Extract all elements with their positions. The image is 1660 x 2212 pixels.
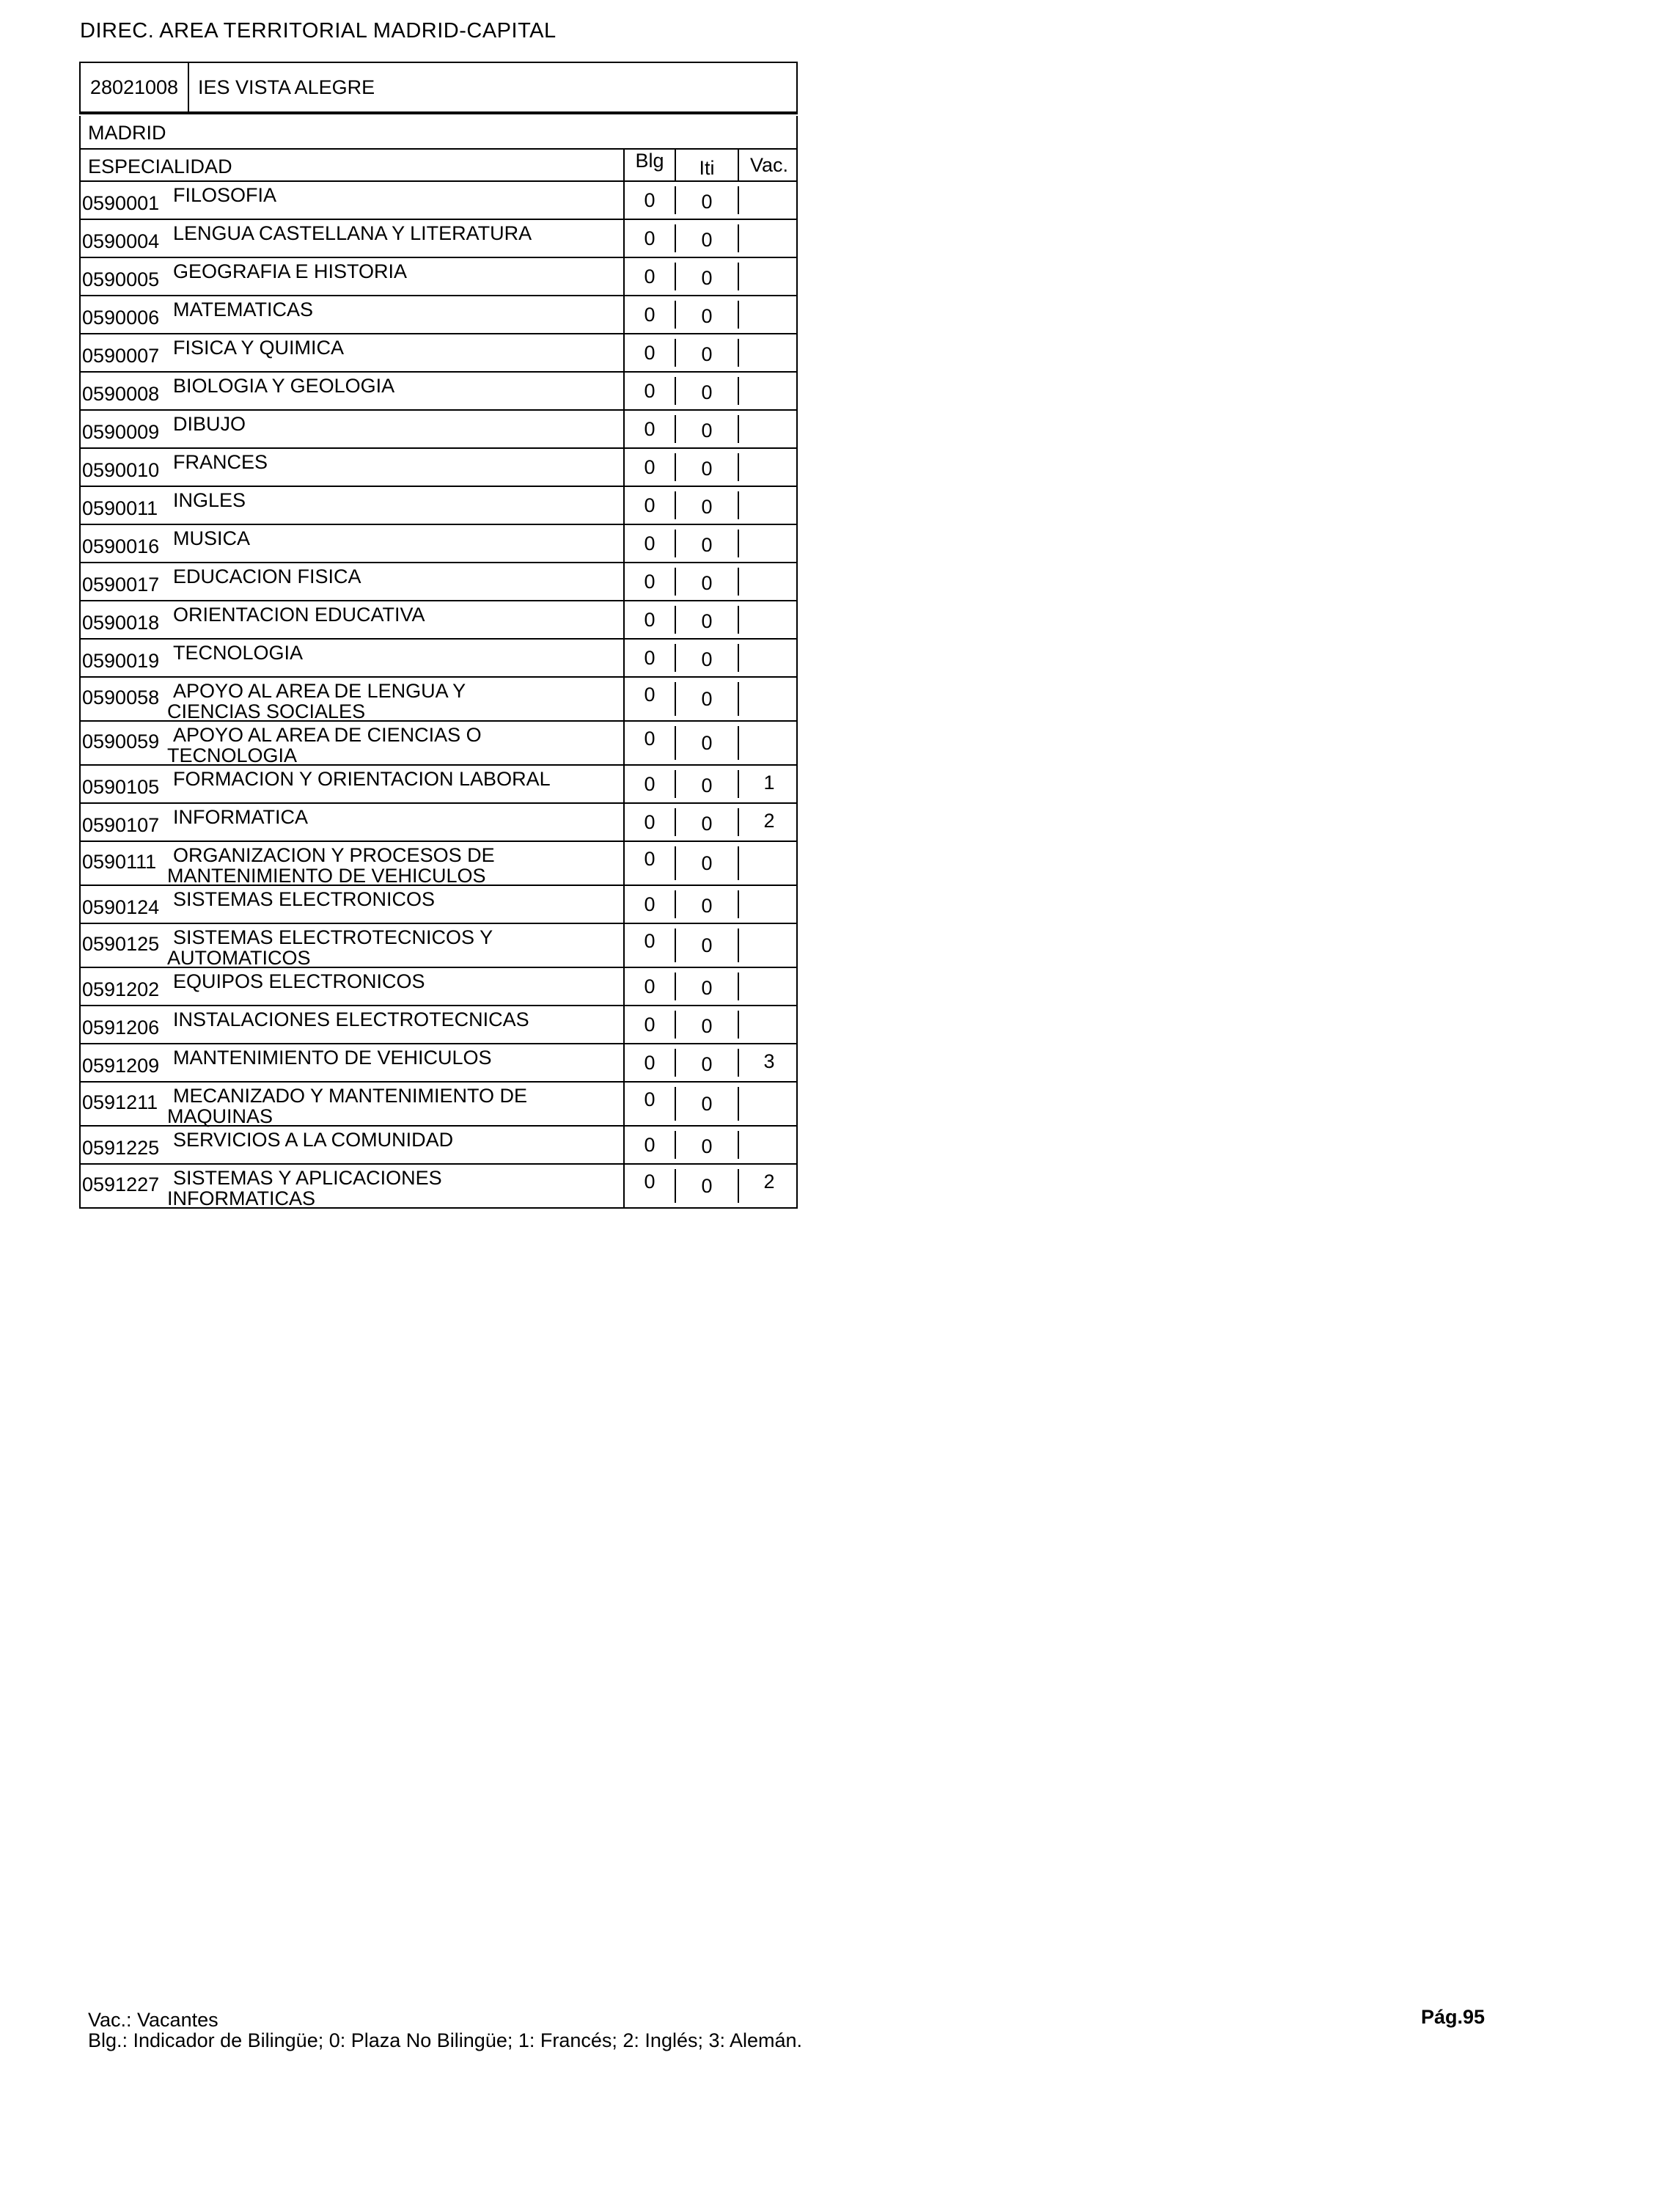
row-specialty — [167, 844, 495, 887]
row-vac — [738, 644, 799, 672]
table-row — [79, 640, 798, 678]
table-row — [79, 182, 798, 220]
header-vac: Vac. — [738, 150, 799, 180]
row-specialty-line: INSTALACIONES ELECTROTECNICAS — [173, 1008, 529, 1030]
row-specialty-line: MUSICA — [173, 527, 251, 549]
row-code: 0590005 — [82, 268, 160, 290]
table-row — [79, 924, 798, 968]
row-specialty-line: MECANIZADO Y MANTENIMIENTO DE — [173, 1085, 528, 1107]
table-row — [79, 449, 798, 487]
table-row — [79, 678, 798, 722]
row-blg: 0 — [623, 449, 675, 486]
table-row — [79, 968, 798, 1006]
row-iti: 0 — [675, 726, 738, 760]
row-blg: 0 — [623, 296, 675, 333]
row-iti: 0 — [675, 186, 738, 214]
row-code: 0590004 — [82, 230, 160, 252]
row-iti: 0 — [675, 808, 738, 836]
row-specialty — [167, 926, 493, 969]
row-specialty — [173, 642, 303, 663]
row-specialty — [173, 769, 551, 789]
row-specialty-line: ORGANIZACION Y PROCESOS DE — [173, 844, 495, 866]
row-specialty — [173, 414, 246, 434]
vacancies-table — [79, 62, 798, 1209]
row-code: 0590017 — [82, 574, 160, 596]
row-blg: 0 — [623, 220, 675, 257]
table-row — [79, 411, 798, 449]
row-iti: 0 — [675, 530, 738, 557]
row-code: 0590011 — [82, 497, 158, 519]
row-specialty-line: ORIENTACION EDUCATIVA — [173, 604, 425, 626]
row-vac: 3 — [738, 1049, 799, 1077]
row-blg: 0 — [623, 842, 675, 885]
city-row — [79, 116, 798, 148]
row-vac — [738, 973, 799, 1000]
row-blg: 0 — [623, 968, 675, 1005]
row-specialty-line: SERVICIOS A LA COMUNIDAD — [173, 1129, 454, 1151]
row-iti: 0 — [675, 377, 738, 405]
row-specialty — [167, 1085, 528, 1127]
table-row — [79, 487, 798, 525]
row-code: 0590107 — [82, 814, 160, 836]
table-row — [79, 334, 798, 373]
row-blg: 0 — [623, 411, 675, 447]
row-code: 0591206 — [82, 1017, 160, 1039]
row-vac — [738, 224, 799, 252]
row-code: 0590010 — [82, 459, 160, 481]
row-blg: 0 — [623, 766, 675, 802]
table-row — [79, 804, 798, 842]
row-specialty — [173, 604, 425, 625]
row-specialty-line: MANTENIMIENTO DE VEHICULOS — [173, 1047, 492, 1069]
row-blg: 0 — [623, 1006, 675, 1043]
row-vac — [738, 491, 799, 519]
row-vac — [738, 682, 799, 716]
school-name: IES VISTA ALEGRE — [198, 76, 375, 98]
row-specialty-line: INFORMATICA — [173, 806, 308, 828]
row-specialty — [173, 337, 344, 358]
row-iti: 0 — [675, 1169, 738, 1203]
row-specialty — [173, 1129, 453, 1150]
row-specialty — [173, 1047, 492, 1068]
row-specialty-line: BIOLOGIA Y GEOLOGIA — [173, 375, 395, 397]
row-vac — [738, 1087, 799, 1121]
row-vac — [738, 530, 799, 557]
row-vac — [738, 846, 799, 880]
row-specialty-line: FILOSOFIA — [173, 184, 277, 206]
row-iti: 0 — [675, 491, 738, 519]
row-vac — [738, 339, 799, 367]
row-blg: 0 — [623, 804, 675, 841]
row-blg: 0 — [623, 487, 675, 524]
row-specialty-line: AUTOMATICOS — [167, 947, 311, 969]
row-specialty — [173, 1009, 529, 1030]
row-specialty-line: FORMACION Y ORIENTACION LABORAL — [173, 768, 551, 790]
row-code: 0591227 — [82, 1173, 160, 1195]
row-blg: 0 — [623, 1044, 675, 1081]
row-specialty — [173, 261, 407, 282]
header-iti: Iti — [675, 150, 738, 180]
row-blg: 0 — [623, 886, 675, 923]
row-blg: 0 — [623, 182, 675, 219]
school-city: MADRID — [88, 122, 166, 144]
row-iti: 0 — [675, 415, 738, 443]
row-iti: 0 — [675, 973, 738, 1000]
row-specialty-line: SISTEMAS ELECTROTECNICOS Y — [173, 926, 493, 948]
table-row — [79, 601, 798, 640]
row-code: 0590105 — [82, 776, 160, 798]
table-row — [79, 1044, 798, 1083]
row-specialty-line: LENGUA CASTELLANA Y LITERATURA — [173, 222, 532, 244]
row-specialty-line: TECNOLOGIA — [173, 642, 304, 664]
row-specialty-line: INFORMATICAS — [167, 1187, 315, 1209]
table-row — [79, 766, 798, 804]
page-number: Pág.95 — [1421, 2006, 1485, 2028]
row-vac: 2 — [738, 1169, 799, 1203]
row-vac — [738, 606, 799, 634]
table-row — [79, 1006, 798, 1044]
row-specialty — [173, 889, 435, 909]
row-specialty — [173, 376, 394, 396]
legend-blg: Blg.: Indicador de Bilingüe; 0: Plaza No Bilingüe; 1: Francés; 2: Inglés; 3: Alemán. — [88, 2029, 803, 2051]
row-iti: 0 — [675, 846, 738, 880]
row-specialty — [173, 223, 532, 243]
row-vac — [738, 415, 799, 443]
row-vac — [738, 726, 799, 760]
row-vac — [738, 1011, 799, 1039]
row-specialty — [173, 807, 308, 827]
legend-vac: Vac.: Vacantes — [88, 2009, 218, 2031]
row-code: 0590018 — [82, 612, 160, 634]
table-row — [79, 373, 798, 411]
row-blg: 0 — [623, 1127, 675, 1163]
row-blg: 0 — [623, 1083, 675, 1125]
row-code: 0590006 — [82, 307, 160, 329]
row-code: 0590009 — [82, 421, 160, 443]
row-code: 0590019 — [82, 650, 160, 672]
row-specialty-line: APOYO AL AREA DE CIENCIAS O — [173, 724, 482, 746]
row-code: 0590125 — [82, 933, 160, 955]
row-specialty-line: INGLES — [173, 489, 246, 511]
table-row — [79, 1165, 798, 1209]
row-iti: 0 — [675, 770, 738, 798]
row-specialty-line: EDUCACION FISICA — [173, 565, 361, 587]
row-specialty-line: TECNOLOGIA — [167, 744, 298, 766]
row-specialty — [173, 452, 268, 472]
table-body — [79, 182, 798, 1209]
row-specialty — [167, 1167, 442, 1209]
row-iti: 0 — [675, 1087, 738, 1121]
page-title: DIREC. AREA TERRITORIAL MADRID-CAPITAL — [80, 19, 557, 43]
row-blg: 0 — [623, 601, 675, 638]
row-vac — [738, 301, 799, 329]
row-specialty — [167, 680, 466, 722]
row-iti: 0 — [675, 1131, 738, 1159]
school-code: 28021008 — [81, 63, 189, 111]
row-code: 0591225 — [82, 1137, 160, 1159]
row-code: 0590008 — [82, 383, 160, 405]
table-row — [79, 563, 798, 601]
row-specialty-line: FRANCES — [173, 451, 268, 473]
table-row — [79, 1127, 798, 1165]
row-code: 0590111 — [82, 851, 157, 873]
row-specialty — [173, 971, 425, 992]
row-specialty — [173, 528, 250, 549]
header-blg: Blg — [623, 150, 675, 180]
row-code: 0590058 — [82, 686, 160, 708]
row-code: 0590001 — [82, 192, 160, 214]
row-blg: 0 — [623, 678, 675, 720]
row-blg: 0 — [623, 924, 675, 967]
row-iti: 0 — [675, 568, 738, 596]
row-code: 0590124 — [82, 896, 160, 918]
row-iti: 0 — [675, 929, 738, 962]
row-specialty — [173, 490, 246, 510]
row-iti: 0 — [675, 453, 738, 481]
row-specialty-line: MAQUINAS — [167, 1105, 273, 1127]
table-row — [79, 220, 798, 258]
footer-legend — [88, 2010, 802, 2051]
row-vac — [738, 186, 799, 214]
row-blg: 0 — [623, 640, 675, 676]
row-specialty-line: EQUIPOS ELECTRONICOS — [173, 970, 425, 992]
table-row — [79, 722, 798, 766]
row-blg: 0 — [623, 563, 675, 600]
row-iti: 0 — [675, 890, 738, 918]
row-iti: 0 — [675, 1011, 738, 1039]
row-specialty — [167, 724, 482, 766]
row-iti: 0 — [675, 301, 738, 329]
row-iti: 0 — [675, 263, 738, 290]
table-header — [79, 148, 798, 182]
row-blg: 0 — [623, 722, 675, 764]
row-iti: 0 — [675, 1049, 738, 1077]
row-blg: 0 — [623, 373, 675, 409]
row-specialty-line: FISICA Y QUIMICA — [173, 337, 345, 359]
header-especialidad: ESPECIALIDAD — [88, 155, 232, 177]
row-vac — [738, 1131, 799, 1159]
row-iti: 0 — [675, 339, 738, 367]
row-code: 0591211 — [82, 1091, 158, 1113]
row-vac: 1 — [738, 770, 799, 798]
row-vac — [738, 263, 799, 290]
row-specialty-line: APOYO AL AREA DE LENGUA Y — [173, 680, 466, 702]
row-iti: 0 — [675, 224, 738, 252]
table-row — [79, 296, 798, 334]
row-vac: 2 — [738, 808, 799, 836]
row-code: 0591209 — [82, 1055, 160, 1077]
row-specialty-line: GEOGRAFIA E HISTORIA — [173, 260, 408, 282]
row-blg: 0 — [623, 525, 675, 562]
table-row — [79, 886, 798, 924]
row-specialty-line: MANTENIMIENTO DE VEHICULOS — [167, 865, 486, 887]
table-row — [79, 525, 798, 563]
row-code: 0590059 — [82, 730, 160, 752]
row-specialty-line: SISTEMAS Y APLICACIONES — [173, 1167, 442, 1189]
row-specialty-line: SISTEMAS ELECTRONICOS — [173, 888, 436, 910]
row-blg: 0 — [623, 334, 675, 371]
row-iti: 0 — [675, 606, 738, 634]
row-specialty-line: DIBUJO — [173, 413, 246, 435]
row-code: 0591202 — [82, 978, 160, 1000]
row-vac — [738, 453, 799, 481]
row-code: 0590007 — [82, 345, 160, 367]
row-specialty-line: CIENCIAS SOCIALES — [167, 700, 366, 722]
row-specialty — [173, 299, 313, 320]
row-vac — [738, 929, 799, 962]
row-specialty — [173, 185, 276, 205]
row-specialty — [173, 566, 361, 587]
table-row — [79, 842, 798, 886]
row-vac — [738, 377, 799, 405]
row-vac — [738, 568, 799, 596]
row-specialty-line: MATEMATICAS — [173, 299, 314, 321]
row-vac — [738, 890, 799, 918]
school-row — [79, 62, 798, 113]
row-code: 0590016 — [82, 535, 160, 557]
row-iti: 0 — [675, 644, 738, 672]
row-blg: 0 — [623, 258, 675, 295]
table-row — [79, 1083, 798, 1127]
table-row — [79, 258, 798, 296]
row-iti: 0 — [675, 682, 738, 716]
row-blg: 0 — [623, 1165, 675, 1207]
